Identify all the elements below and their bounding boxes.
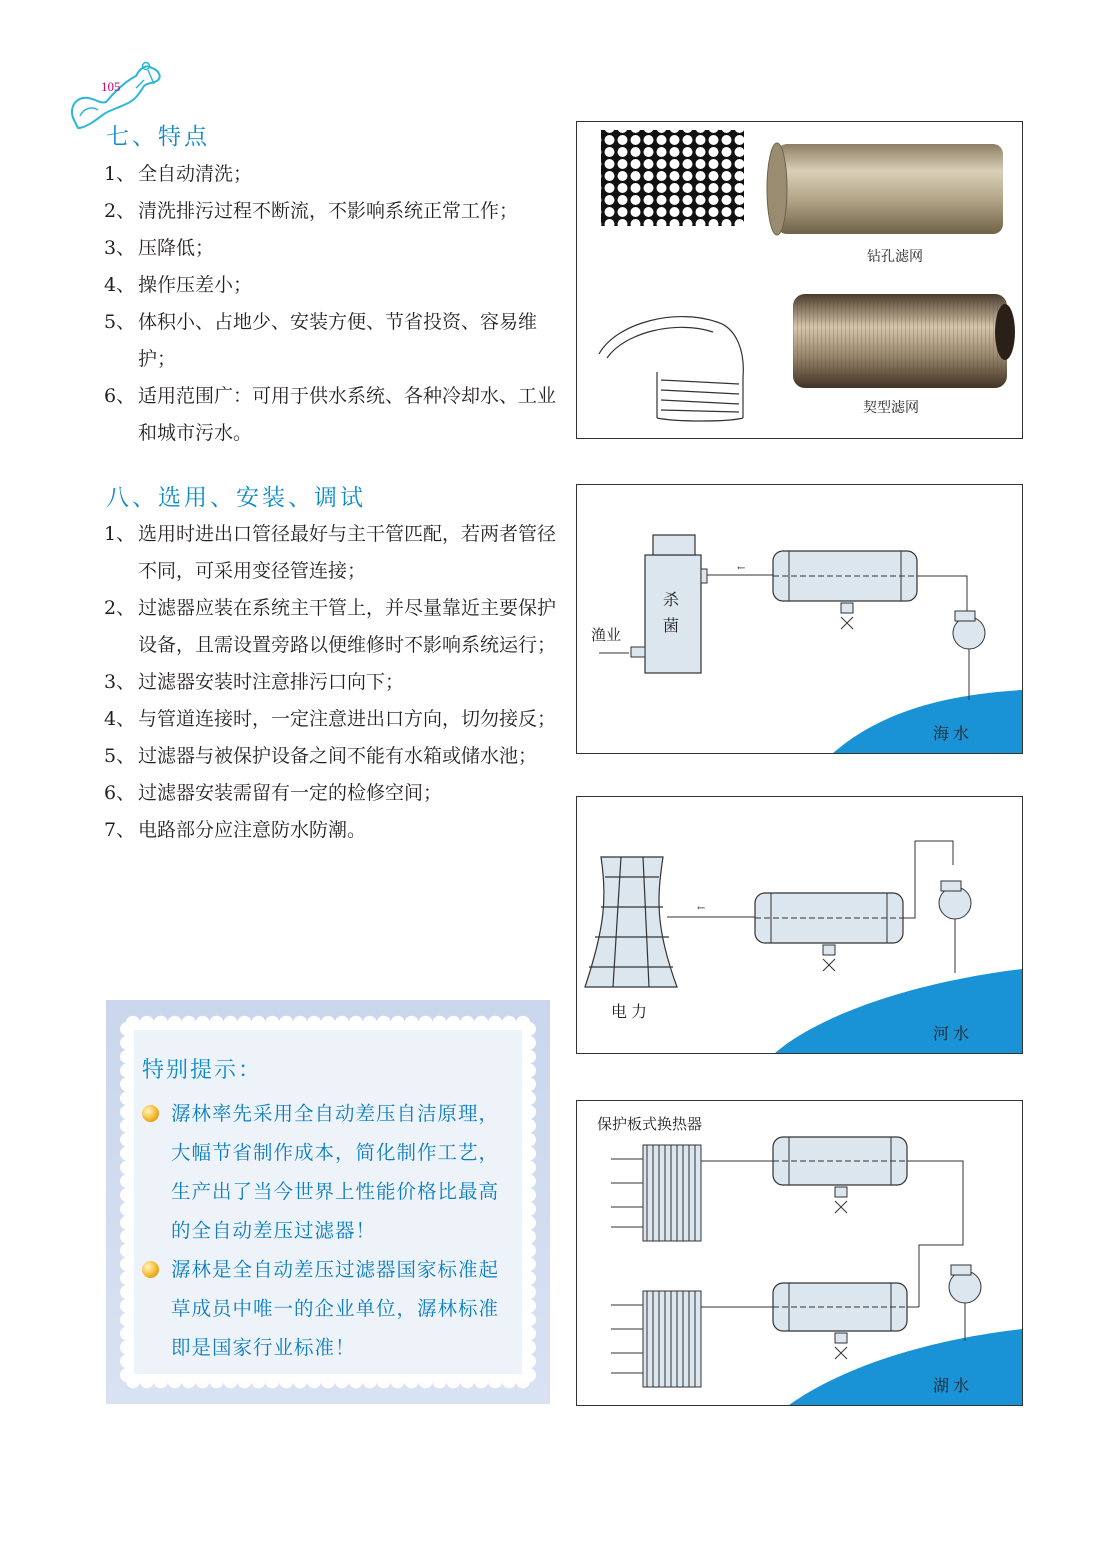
svg-text:菌: 菌: [663, 618, 680, 635]
notice-title: 特别提示：: [142, 1058, 263, 1083]
list-item: 6、 适用范围广：可用于供水系统、各种冷却水、工业和城市污水。: [104, 385, 557, 444]
list-item: 3、 过滤器安装时注意排污口向下；: [104, 671, 405, 693]
drilled-screen-label: 钻孔滤网: [867, 249, 923, 265]
svg-text:渔业: 渔业: [591, 628, 622, 644]
list-item: 5、 过滤器与被保护设备之间不能有水箱或储水池；: [104, 745, 538, 767]
lake-water-label: 湖 水: [933, 1378, 970, 1395]
wedge-wire-sketch: [599, 317, 743, 421]
seawater-label: 海 水: [933, 726, 970, 743]
lake-application-figure: [576, 1100, 1023, 1406]
river-water-label: 河 水: [933, 1026, 970, 1043]
section-8-title: 八、选用、安装、调试: [106, 485, 366, 511]
notice-item: 潺林率先采用全自动差压自洁原理，大幅节省制作成本，简化制作工艺，生产出了当今世界上性能价格比最高的全自动差压过滤器！: [142, 1094, 510, 1250]
list-item: 6、 过滤器安装需留有一定的检修空间；: [104, 782, 443, 804]
features-list: [104, 156, 556, 452]
lake-water-area: [789, 1329, 1022, 1405]
notice-item: 潺林是全自动差压过滤器国家标准起草成员中唯一的企业单位，潺林标准即是国家行业标准！: [142, 1250, 510, 1367]
filter-screens-figure: [576, 121, 1023, 439]
exchanger-label: 保护板式换热器: [597, 1117, 703, 1133]
cooling-tower-icon: [585, 857, 677, 987]
filter-unit: [755, 893, 903, 971]
pump-icon: [949, 1265, 981, 1303]
svg-text:杀: 杀: [663, 592, 680, 609]
page-number: 105: [101, 79, 121, 94]
plate-heat-exchanger-icon: [611, 1291, 701, 1387]
sterilizer-tank: [645, 555, 701, 673]
bullet-icon: [142, 1261, 159, 1278]
pump-icon: [939, 881, 971, 919]
plate-heat-exchanger-icon: [611, 1145, 701, 1241]
filter-unit: [773, 551, 917, 629]
list-item: 3、 压降低；: [104, 237, 215, 259]
list-item: 2、 清洗排污过程不断流，不影响系统正常工作；: [104, 200, 519, 222]
wedge-screen-cylinder: [793, 294, 1015, 388]
list-item: 2、 过滤器应装在系统主干管上，并尽量靠近主要保护设备，且需设置旁路以便维修时不影响系统运行；: [104, 597, 557, 656]
seawater-area: [833, 690, 1022, 753]
river-application-figure: [576, 796, 1023, 1054]
list-item: 1、 选用时进出口管径最好与主干管匹配，若两者管径不同，可采用变径管连接；: [104, 523, 557, 582]
drilled-mesh-closeup: [601, 130, 744, 226]
list-item: 7、 电路部分应注意防水防潮。: [104, 819, 367, 841]
filter-unit: [773, 1137, 907, 1213]
svg-text:←: ←: [697, 903, 706, 914]
installation-list: [104, 516, 556, 849]
notice-list: [142, 1094, 510, 1367]
list-item: 4、 操作压差小；: [104, 274, 253, 296]
bullet-icon: [142, 1105, 159, 1122]
list-item: 4、 与管道连接时，一定注意进出口方向，切勿接反；: [104, 708, 557, 730]
list-item: 5、 体积小、占地少、安装方便、节省投资、容易维护；: [104, 311, 538, 370]
power-label: 电 力: [611, 1004, 648, 1021]
wedge-screen-label: 契型滤网: [863, 400, 919, 416]
drilled-screen-cylinder: [767, 143, 1003, 235]
svg-text:←: ←: [737, 563, 746, 574]
seawater-application-figure: [576, 484, 1023, 754]
river-water-area: [775, 969, 1022, 1053]
pump-icon: [953, 611, 985, 649]
list-item: 1、 全自动清洗；: [104, 163, 253, 185]
filter-unit: [773, 1283, 907, 1359]
section-7-title: 七、特点: [106, 124, 210, 150]
